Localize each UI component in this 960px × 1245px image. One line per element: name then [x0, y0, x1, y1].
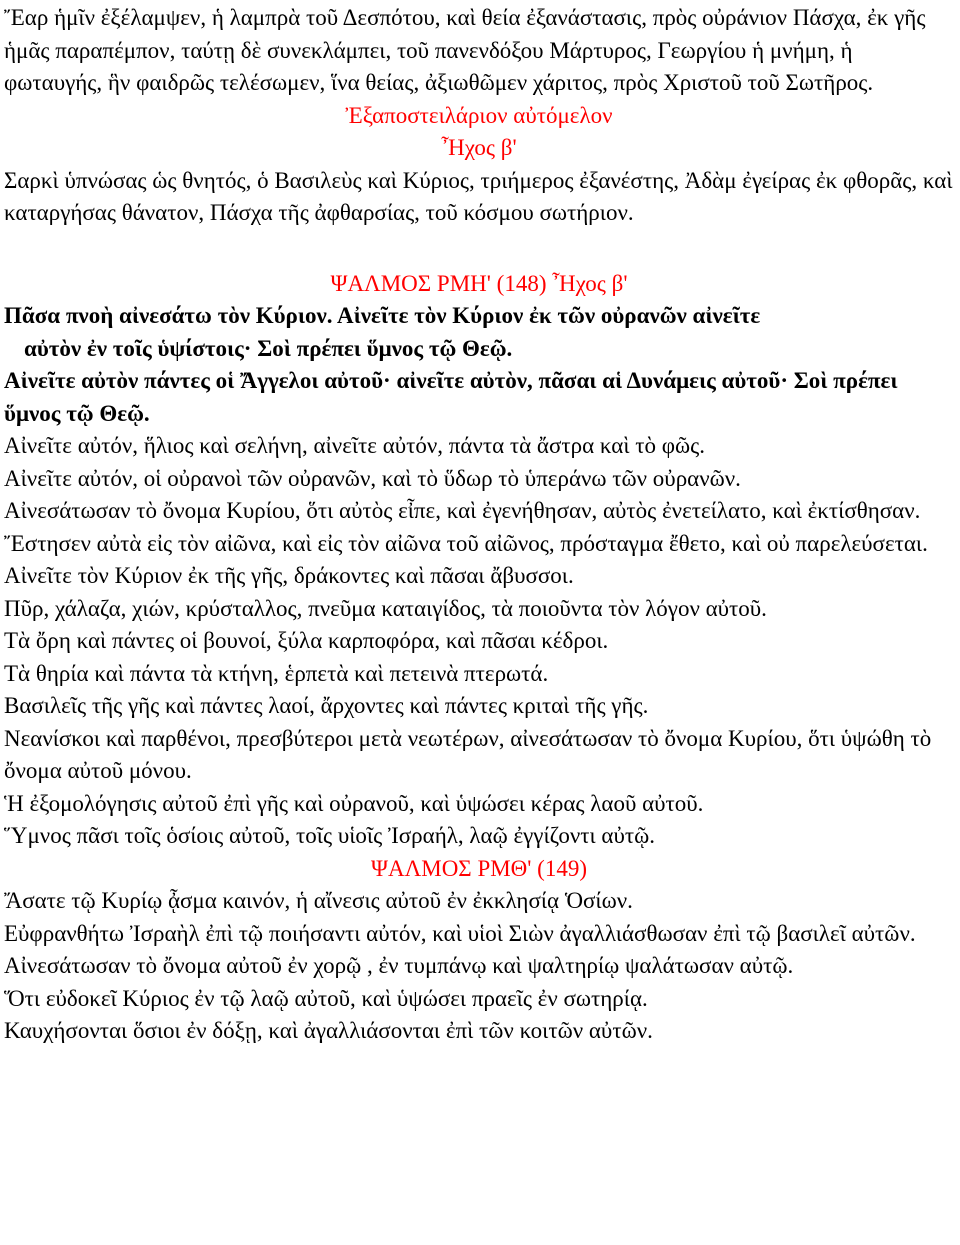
exaposteilarion-title: Ἐξαποστειλάριον αὐτόμελον: [345, 102, 613, 128]
psalm-148-verse: Αἰνεῖτε αὐτόν, ἥλιος καὶ σελήνη, αἰνεῖτε αὐτόν, πάντα τὰ ἄστρα καὶ τὸ φῶς.: [4, 433, 706, 458]
exaposteilarion-tone: Ἦχος β': [441, 135, 517, 160]
psalm-148-verse: Τὰ ὄρη καὶ πάντες οἱ βουνοί, ξύλα καρποφόρα, καὶ πᾶσαι κέδροι.: [4, 628, 609, 653]
psalm-148-verse: Ὕμνος πᾶσι τοῖς ὁσίοις αὐτοῦ, τοῖς υἱοῖς Ἰσραήλ, λαῷ ἐγγίζοντι αὐτῷ.: [4, 823, 655, 848]
psalm-148-verse: Αἰνεῖτε τὸν Κύριον ἐκ τῆς γῆς, δράκοντες καὶ πᾶσαι ἄβυσσοι.: [4, 563, 574, 588]
psalm-148-verse: Ἡ ἐξομολόγησις αὐτοῦ ἐπὶ γῆς καὶ οὐρανοῦ, καὶ ὑψώσει κέρας λαοῦ αὐτοῦ.: [4, 790, 704, 816]
section-spacer: [4, 230, 954, 268]
psalm-148-verse: Αἰνεσάτωσαν τὸ ὄνομα Κυρίου, ὅτι αὐτὸς εἶπε, καὶ ἐγενήθησαν, αὐτὸς ἐνετείλατο, καὶ ἐκτίσθησαν.: [4, 498, 921, 523]
exaposteilarion-text: Σαρκὶ ὑπνώσας ὡς θνητός, ὁ Βασιλεὺς καὶ Κύριος, τριήμερος ἐξανέστης, Ἀδὰμ ἐγείρας ἐκ φθορᾶς, καὶ καταργήσας θάνατον, Πάσχα τῆς ἀφθαρσίας, τοῦ κόσμου σωτήριον.: [4, 167, 953, 225]
psalm-148-bold-line-1: Πᾶσα πνοὴ αἰνεσάτω τὸν Κύριον. Αἰνεῖτε τὸν Κύριον ἐκ τῶν οὐρανῶν αἰνεῖτε: [4, 303, 761, 328]
psalm-148-verse: Νεανίσκοι καὶ παρθένοι, πρεσβύτεροι μετὰ νεωτέρων, αἰνεσάτωσαν τὸ ὄνομα Κυρίου, ὅτι ὑψώθη τὸ ὄνομα αὐτοῦ μόνου.: [4, 725, 932, 783]
psalm-148-heading: ΨΑΛΜΟΣ ΡΜΗ' (148) Ἦχος β': [330, 270, 628, 296]
psalm-148-verse: Αἰνεῖτε αὐτόν, οἱ οὐρανοὶ τῶν οὐρανῶν, καὶ τὸ ὕδωρ τὸ ὑπεράνω τῶν οὐρανῶν.: [4, 465, 741, 491]
psalm-148-bold-line-3: Αἰνεῖτε αὐτὸν πάντες οἱ Ἄγγελοι αὐτοῦ· αἰνεῖτε αὐτὸν, πᾶσαι αἱ Δυνάμεις αὐτοῦ· Σοὶ πρέπει ὕμνος τῷ Θεῷ.: [4, 368, 898, 426]
psalm-149-verse: Εὐφρανθήτω Ἰσραὴλ ἐπὶ τῷ ποιήσαντι αὐτόν, καὶ υἱοὶ Σιὼν ἀγαλλιάσθωσαν ἐπὶ τῷ βασιλεῖ αὐτῶν.: [4, 920, 916, 946]
psalm-148-verse: Βασιλεῖς τῆς γῆς καὶ πάντες λαοί, ἄρχοντες καὶ πάντες κριταὶ τῆς γῆς.: [4, 693, 649, 718]
psalm-149-verse: Ἄσατε τῷ Κυρίῳ ᾆσμα καινόν, ἡ αἴνεσις αὐτοῦ ἐν ἐκκλησίᾳ Ὁσίων.: [4, 888, 633, 913]
psalm-149-verse: Ὅτι εὐδοκεῖ Κύριος ἐν τῷ λαῷ αὐτοῦ, καὶ ὑψώσει πραεῖς ἐν σωτηρίᾳ.: [4, 985, 648, 1011]
intro-paragraph: Ἔαρ ἡμῖν ἐξέλαμψεν, ἡ λαμπρὰ τοῦ Δεσπότου, καὶ θεία ἐξανάστασις, πρὸς οὐράνιον Πάσχα, ἐκ γῆς ἡμᾶς παραπέμπον, ταύτῃ δὲ συνεκλάμπει, τοῦ πανενδόξου Μάρτυρος, Γεωργίου ἡ μνήμη, ἡ φωταυγής, ἣν φαιδρῶς τελέσωμεν, ἵνα θείας, ἀξιωθῶμεν χάριτος, πρὸς Χριστοῦ τοῦ Σωτῆρος.: [4, 5, 926, 95]
psalm-148-verse: Ἔστησεν αὐτὰ εἰς τὸν αἰῶνα, καὶ εἰς τὸν αἰῶνα τοῦ αἰῶνος, πρόσταγμα ἔθετο, καὶ οὐ παρελεύσεται.: [4, 530, 928, 556]
psalm-149-heading: ΨΑΛΜΟΣ ΡΜΘ' (149): [370, 855, 588, 881]
psalm-149-verse: Αἰνεσάτωσαν τὸ ὄνομα αὐτοῦ ἐν χορῷ , ἐν τυμπάνῳ καὶ ψαλτηρίῳ ψαλάτωσαν αὐτῷ.: [4, 953, 794, 978]
psalm-149-verse: Καυχήσονται ὅσιοι ἐν δόξῃ, καὶ ἀγαλλιάσονται ἐπὶ τῶν κοιτῶν αὐτῶν.: [4, 1018, 653, 1043]
psalm-148-verse: Τὰ θηρία καὶ πάντα τὰ κτήνη, ἑρπετὰ καὶ πετεινὰ πτερωτά.: [4, 660, 549, 686]
psalm-148-bold-line-2: αὐτὸν ἐν τοῖς ὑψίστοις· Σοὶ πρέπει ὕμνος τῷ Θεῷ.: [24, 335, 513, 361]
psalm-148-verse: Πῦρ, χάλαζα, χιών, κρύσταλλος, πνεῦμα καταιγίδος, τὰ ποιοῦντα τὸν λόγον αὐτοῦ.: [4, 595, 767, 621]
